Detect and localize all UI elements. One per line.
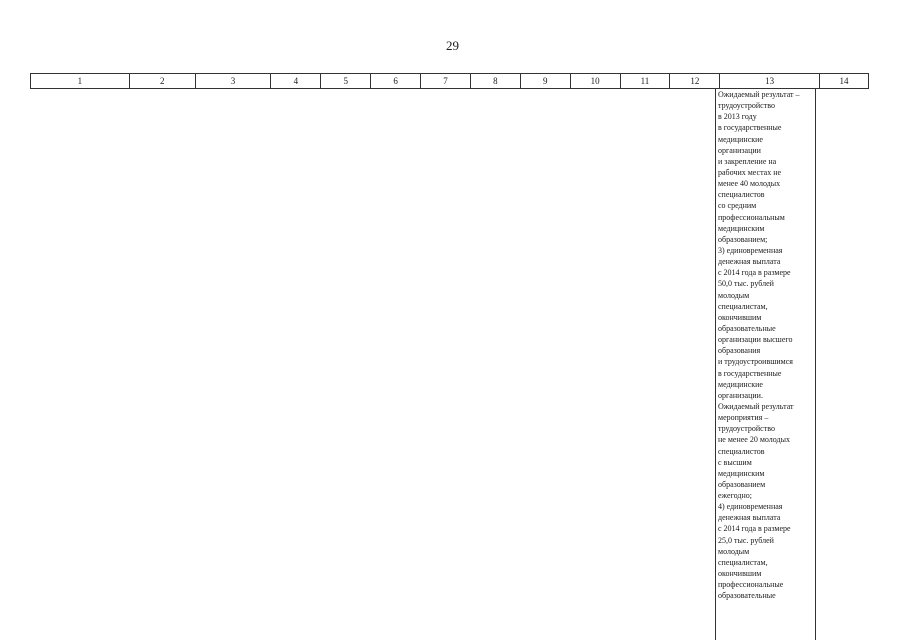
header-cell-6: 6 [371, 74, 421, 88]
column-13-text [716, 89, 815, 601]
column-13-line: денежная выплата [718, 513, 781, 523]
column-13-line: в 2013 году [718, 112, 757, 122]
column-13-line: 4) единовременная [718, 502, 783, 512]
column-13-line: трудоустройство [718, 424, 775, 434]
column-13-line: образованием [718, 479, 766, 489]
column-13-line: трудоустройство [718, 101, 775, 111]
column-13-line: медицинским [718, 468, 765, 478]
column-13-line: медицинским [718, 223, 765, 233]
header-cell-14: 14 [839, 76, 849, 86]
header-cell-4: 4 [271, 74, 321, 88]
column-13-line: специалистов [718, 190, 765, 200]
column-13-line: Ожидаемый результат [718, 401, 794, 411]
column-13-line: медицинские [718, 134, 763, 144]
column-13-line: специалистам, [718, 301, 768, 311]
header-cell-5: 5 [321, 74, 371, 88]
column-13-line: 50,0 тыс. рублей [718, 279, 774, 289]
column-13-line: профессиональным [718, 212, 785, 222]
column-13-line: образования [718, 346, 761, 356]
column-13-line: образовательные [718, 591, 776, 601]
column-13-line: образовательные [718, 323, 776, 333]
column-13-line: в государственные [718, 123, 782, 133]
column-13-line: с высшим [718, 457, 752, 467]
column-13-line: рабочих местах не [718, 167, 782, 177]
column-13-line: Ожидаемый результат – [718, 90, 800, 99]
header-cell-13: 13 [720, 74, 820, 88]
column-13-line: организации высшего [718, 335, 793, 345]
column-13-line: менее 40 молодых [718, 179, 781, 189]
column-13-line: организации. [718, 390, 763, 400]
page-number: 29 [446, 38, 459, 53]
column-13-line: 3) единовременная [718, 245, 783, 255]
column-13-line: и трудоустроившимся [718, 357, 793, 367]
column-13-line: мероприятия – [718, 413, 769, 423]
header-cell-1: 1 [31, 74, 130, 88]
header-cell-11: 11 [621, 74, 671, 88]
column-13-line: организации [718, 145, 761, 155]
column-13-line: с 2014 года в размере [718, 268, 791, 278]
header-cell-9: 9 [521, 74, 571, 88]
header-cell-10: 10 [571, 74, 621, 88]
column-13-line: окончившим [718, 569, 762, 579]
column-13-line: денежная выплата [718, 257, 781, 267]
header-cell-12: 12 [670, 74, 720, 88]
table-header-row [30, 73, 869, 89]
header-cell-7: 7 [421, 74, 471, 88]
column-13-line: не менее 20 молодых [718, 435, 790, 445]
column-13-line: образованием; [718, 234, 768, 244]
header-cell-3: 3 [196, 74, 272, 88]
column-13-line: медицинские [718, 379, 763, 389]
header-cell-2: 2 [130, 74, 196, 88]
column-13-line: со средним [718, 201, 757, 211]
column-13-line: с 2014 года в размере [718, 524, 791, 534]
column-13-line: специалистов [718, 446, 765, 456]
header-cell-8: 8 [471, 74, 521, 88]
column-13-line: ежегодно; [718, 491, 752, 501]
column-13-line: окончившим [718, 312, 762, 322]
column-13-line: в государственные [718, 368, 782, 378]
column-13-line: специалистам, [718, 557, 768, 567]
column-13-line: профессиональные [718, 580, 784, 590]
column-13-line: 25,0 тыс. рублей [718, 535, 774, 545]
column-13-line: молодым [718, 546, 750, 556]
column-13-body [715, 89, 816, 640]
column-13-line: молодым [718, 290, 750, 300]
column-13-line: и закрепление на [718, 156, 777, 166]
